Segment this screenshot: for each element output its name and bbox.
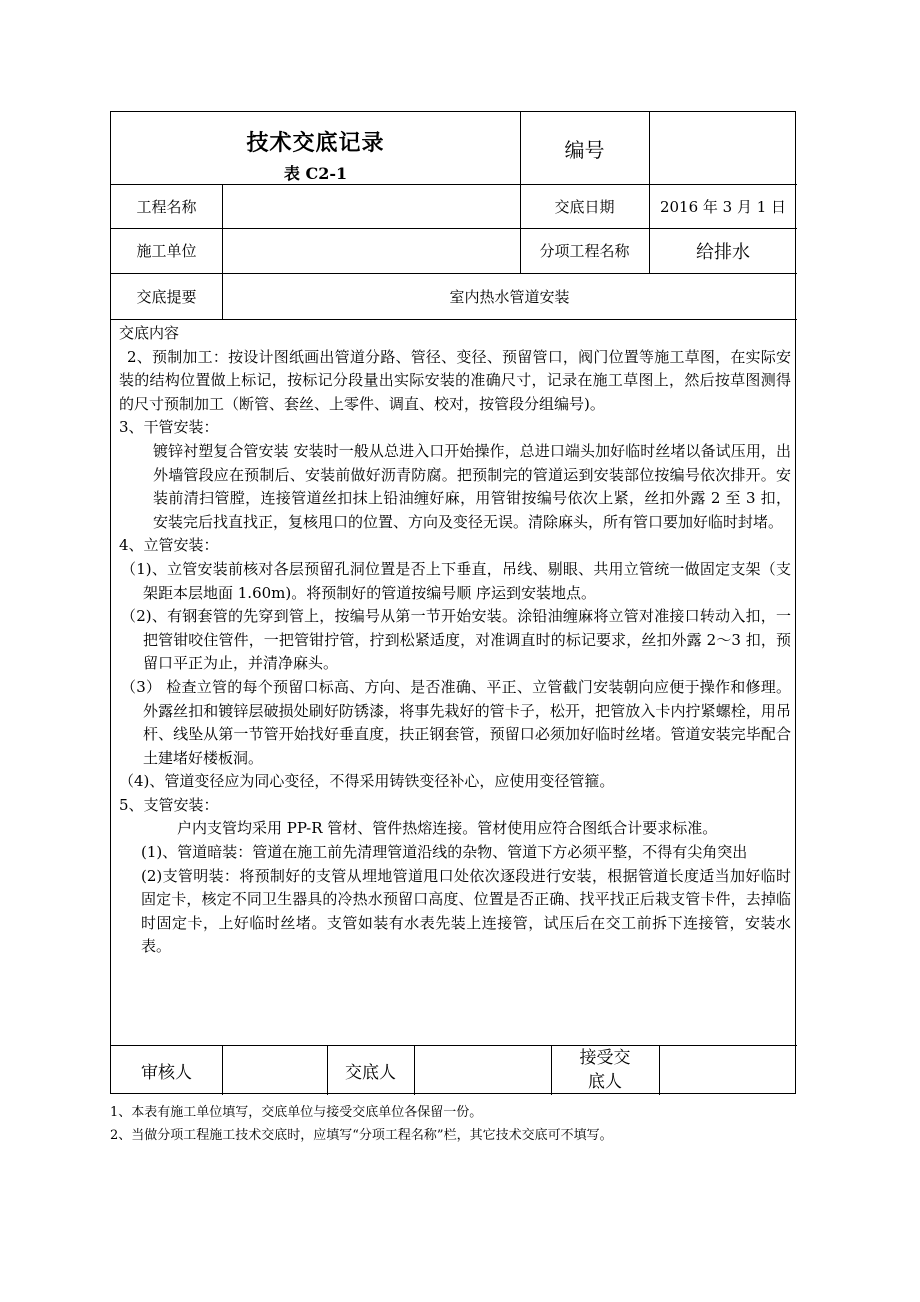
project-name-label: 工程名称 (136, 197, 197, 216)
receiver-value[interactable] (659, 1045, 797, 1095)
discloser-label: 交底人 (345, 1062, 396, 1083)
footnote: 2、当做分项工程施工技术交底时，应填写“分项工程名称”栏，其它技术交底可不填写。 (110, 1128, 613, 1143)
disclosure-form (110, 111, 796, 1094)
row-divider (111, 319, 797, 320)
table-code: 表 C2-1 (283, 164, 348, 183)
contractor-label: 施工单位 (136, 242, 197, 260)
disclosure-content (119, 322, 791, 959)
content-paragraph: （2)、有钢套管的先穿到管上，按编号从第一节开始安装。涂铅油缠麻将立管对准接口转动入扣，一把管钳咬住管件，一把管钳拧管，拧到松紧适度，对准调直时的标记要求，丝扣外露 2～3 扣，预留口平正为止，并清净麻头。 (121, 607, 791, 673)
receiver-label: 接受交底人 (579, 1048, 631, 1092)
date-value[interactable]: 2016 年 3 月 1 日 (659, 197, 787, 216)
content-paragraph: 2、预制加工：按设计图纸画出管道分路、管径、变径、预留管口，阀门位置等施工草图，在实际安装的结构位置做上标记，按标记分段量出实际安装的准确尺寸，记录在施工草图上，然后按草图测得的尺寸预制加工（断管、套丝、上零件、调直、校对，按管段分组编号)。 (119, 347, 791, 413)
reviewer-value[interactable] (222, 1045, 327, 1095)
content-paragraph: （4)、管道变径应为同心变径，不得采用铸铁变径补心，应使用变径管箍。 (119, 772, 615, 791)
summary-label: 交底提要 (136, 287, 197, 306)
content-paragraph: 3、干管安装： (119, 418, 219, 437)
date-label: 交底日期 (554, 197, 615, 216)
content-heading: 交底内容 (119, 324, 180, 342)
form-title: 技术交底记录 (246, 130, 385, 156)
content-paragraph: 户内支管均采用 PP-R 管材、管件热熔连接。管材使用应符合图纸合计要求标准。 (177, 819, 718, 838)
number-value[interactable] (649, 112, 797, 184)
content-paragraph: （1)、立管安装前核对各层预留孔洞位置是否上下垂直，吊线、剔眼、共用立管统一做固定支架（支架距本层地面 1.60m)。将预制好的管道按编号顺 序运到安装地点。 (121, 559, 791, 602)
content-paragraph: (1)、管道暗装：管道在施工前先清理管道沿线的杂物、管道下方必须平整，不得有尖角突出 (141, 843, 748, 862)
summary-value[interactable]: 室内热水管道安装 (449, 287, 570, 306)
footnote: 1、本表有施工单位填写，交底单位与接受交底单位各保留一份。 (110, 1105, 483, 1120)
content-paragraph: 5、支管安装： (119, 795, 219, 814)
number-label: 编号 (564, 137, 605, 162)
content-paragraph: （3） 检查立管的每个预留口标高、方向、是否准确、平正、立管截门安装朝向应便于操作和修理。外露丝扣和镀锌层破损处刷好防锈漆，将事先栽好的管卡子，松开，把管放入卡内拧紧螺栓，用吊杆、线坠从第一节管开始找好垂直度，扶正钢套管，预留口必须加好临时丝堵。管道安装完毕配合土建堵好楼板洞。 (121, 677, 791, 767)
subproject-label: 分项工程名称 (539, 242, 630, 260)
subproject-value[interactable]: 给排水 (696, 241, 750, 263)
reviewer-label: 审核人 (141, 1062, 192, 1083)
contractor-value[interactable] (222, 228, 520, 273)
project-name-value[interactable] (222, 184, 520, 228)
content-paragraph: 4、立管安装： (119, 536, 219, 555)
content-paragraph: (2)支管明装：将预制好的支管从埋地管道甩口处依次逐段进行安装，根据管道长度适当加好临时固定卡，核定不同卫生器具的冷热水预留口高度、位置是否正确、找平找正后栽支管卡件，去掉临时固定卡，上好临时丝堵。支管如装有水表先装上连接管，试压后在交工前拆下连接管，安装水表。 (141, 866, 791, 956)
content-paragraph: 镀锌衬塑复合管安装 安装时一般从总进入口开始操作，总进口端头加好临时丝堵以备试压用，出外墙管段应在预制后、安装前做好沥青防腐。把预制完的管道运到安装部位按编号依次排开。安装前清扫管膛，连接管道丝扣抹上铅油缠好麻，用管钳按编号依次上紧，丝扣外露 2 至 3 扣，安装完后找直找正，复核甩口的位置、方向及变径无误。清除麻头，所有管口要加好临时封堵。 (153, 441, 791, 531)
discloser-value[interactable] (414, 1045, 551, 1095)
